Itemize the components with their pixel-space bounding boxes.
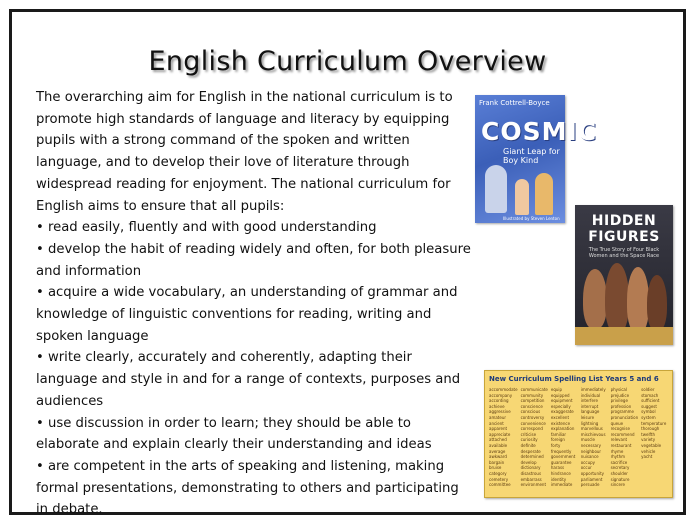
spelling-word: forty	[550, 442, 561, 448]
spelling-word: thorough	[641, 426, 660, 432]
portrait-illustration	[647, 275, 667, 331]
spelling-word: variety	[641, 437, 656, 443]
spelling-word: excellent	[550, 414, 570, 420]
spelling-word: queue	[610, 420, 624, 426]
spelling-word: community	[520, 392, 544, 398]
spelling-word: criticise	[520, 431, 537, 437]
cover-band	[575, 327, 673, 345]
spelling-word: secretary	[610, 465, 630, 471]
spelling-word: competition	[520, 398, 545, 404]
spelling-word: physical	[610, 387, 627, 392]
page-title: English Curriculum Overview	[148, 46, 547, 77]
spelling-word: government	[550, 454, 576, 460]
spelling-word: equip	[550, 387, 563, 392]
spelling-word: disastrous	[520, 470, 542, 476]
spelling-word: explanation	[550, 426, 575, 432]
spelling-word: twelfth	[641, 431, 655, 437]
spelling-word: dictionary	[520, 465, 541, 471]
spelling-word: apparent	[489, 426, 508, 432]
book-title: COSMIC	[481, 117, 598, 146]
spelling-word: guarantee	[550, 459, 572, 465]
spelling-word: vegetable	[641, 442, 662, 448]
spelling-word: awkward	[489, 454, 507, 460]
spelling-word: foreign	[550, 437, 565, 443]
spelling-word: accommodate	[489, 387, 518, 392]
spelling-word: temperature	[641, 420, 667, 426]
spelling-word: bruise	[489, 465, 502, 471]
cosmic-book-cover	[475, 95, 598, 223]
spelling-word: sincere	[610, 482, 625, 488]
spelling-word: bargain	[489, 459, 505, 465]
spelling-word: appreciate	[489, 431, 511, 437]
spelling-word: category	[489, 470, 507, 476]
spelling-word: persuade	[580, 482, 600, 488]
book-title-line1: HIDDEN	[591, 213, 657, 229]
book-tagline: The True Story of Four Black Women and the Space Race	[588, 247, 660, 259]
spelling-word: relevant	[610, 437, 628, 443]
spelling-word: programme	[610, 409, 634, 415]
spelling-word: hindrance	[550, 470, 571, 476]
bullet-item: • are competent in the arts of speaking and listening, making formal presentations, demonstrating to others and participating in debate.	[36, 458, 459, 518]
spelling-word: rhythm	[610, 454, 626, 460]
spelling-word: immediate	[550, 482, 573, 488]
spelling-word: recognise	[610, 426, 630, 432]
spelling-word: existence	[550, 420, 571, 426]
spelling-word: individual	[580, 392, 601, 398]
spelling-word: sacrifice	[610, 459, 628, 465]
spelling-word: cemetery	[489, 476, 509, 482]
spelling-word: occur	[580, 465, 592, 471]
spelling-word: lightning	[580, 420, 599, 426]
character-illustration	[535, 173, 553, 215]
spelling-word: recommend	[610, 431, 635, 437]
spelling-word: attached	[489, 437, 507, 443]
spelling-word: determined	[520, 454, 544, 460]
spelling-word: shoulder	[610, 470, 628, 476]
spelling-word: vehicle	[641, 448, 656, 454]
spelling-list-heading: New Curriculum Spelling List Years 5 and 6	[489, 375, 659, 383]
book-title-line2: FIGURES	[588, 229, 660, 245]
spelling-word: profession	[610, 403, 632, 409]
intro-paragraph: The overarching aim for English in the national curriculum is to promote high standards of language and literacy by equipping pupils with a strong command of the spoken and written language, and to develop their love of literature through widespread reading for enjoyment. The national curriculum for English aims to ensure that all pupils:	[36, 90, 453, 214]
portrait-illustration	[583, 269, 607, 329]
spelling-word: marvellous	[580, 426, 603, 432]
spelling-column	[641, 387, 668, 493]
spelling-word: amateur	[489, 414, 507, 420]
spelling-word: rhyme	[610, 448, 624, 454]
spelling-word: achieve	[489, 403, 505, 409]
spelling-word: frequently	[550, 448, 572, 454]
character-illustration	[515, 179, 529, 215]
spelling-word: language	[580, 409, 600, 415]
bullet-item: • read easily, fluently and with good understanding	[36, 220, 377, 236]
spelling-word: exaggerate	[550, 409, 574, 415]
book-subtitle: Giant Leap for Boy Kind	[503, 147, 560, 165]
spelling-word: mischievous	[580, 431, 606, 437]
spelling-word: muscle	[580, 437, 596, 443]
bullet-item: • use discussion in order to learn; they should be able to elaborate and explain clearly their understanding and ideas	[36, 415, 432, 453]
rocket-illustration	[485, 165, 507, 213]
spelling-word: privilege	[610, 398, 628, 404]
spelling-word: necessary	[580, 442, 602, 448]
spelling-word: immediately	[580, 387, 606, 392]
spelling-word: stomach	[641, 392, 659, 398]
spelling-word: opportunity	[580, 470, 605, 476]
spelling-word: pronunciation	[610, 414, 639, 420]
book-author: Frank Cottrell-Boyce	[479, 99, 550, 107]
spelling-word: convenience	[520, 420, 546, 426]
spelling-word: symbol	[641, 409, 656, 415]
spelling-word: correspond	[520, 426, 543, 432]
spelling-word: occupy	[580, 459, 596, 465]
spelling-word: signature	[610, 476, 630, 482]
bullet-item: • write clearly, accurately and coherently, adapting their language and style in and for a range of contexts, purposes and audiences	[36, 350, 461, 409]
spelling-word: neighbour	[580, 448, 602, 454]
spelling-word: according	[489, 398, 509, 404]
spelling-word: nuisance	[580, 454, 599, 460]
portrait-illustration	[605, 263, 629, 333]
spelling-word: environment	[520, 482, 547, 488]
spelling-column	[551, 387, 578, 493]
spelling-word: prejudice	[610, 392, 630, 398]
spelling-word: system	[641, 414, 656, 420]
spelling-word: identity	[550, 476, 567, 482]
spelling-word: controversy	[520, 414, 545, 420]
spelling-word-grid	[489, 387, 668, 493]
bullet-item: • acquire a wide vocabulary, an understanding of grammar and knowledge of linguistic conventions for reading, writing and spoken language	[36, 285, 458, 344]
spelling-word: soldier	[641, 387, 655, 392]
spelling-word: ancient	[489, 420, 504, 426]
spelling-word: committee	[489, 482, 511, 488]
spelling-word: equipped	[550, 392, 570, 398]
spelling-word: sufficient	[641, 398, 660, 404]
spelling-word: restaurant	[610, 442, 632, 448]
spelling-column	[581, 387, 608, 493]
spelling-word: communicate	[520, 387, 548, 392]
spelling-column	[521, 387, 548, 493]
spelling-word: accompany	[489, 392, 513, 398]
spelling-word: leisure	[580, 414, 595, 420]
spelling-word: curiosity	[520, 437, 538, 443]
spelling-word: interfere	[580, 398, 598, 404]
bullet-item: • develop the habit of reading widely and often, for both pleasure and information	[36, 241, 471, 279]
spelling-word: suggest	[641, 403, 657, 409]
spelling-word: definite	[520, 442, 536, 448]
book-illustrator: Illustrated by Steven Lenton	[503, 216, 560, 221]
hidden-figures-book-cover	[575, 205, 673, 345]
spelling-word: equipment	[550, 398, 573, 404]
spelling-word: conscience	[520, 403, 543, 409]
spelling-word: develop	[520, 459, 537, 465]
spelling-word: embarrass	[520, 476, 542, 482]
spelling-word: aggressive	[489, 409, 511, 415]
spelling-word: parliament	[580, 476, 603, 482]
spelling-word: yacht	[641, 454, 653, 460]
spelling-word: interrupt	[580, 403, 599, 409]
spelling-column	[489, 387, 518, 493]
spelling-word: harass	[550, 465, 565, 471]
spelling-word: desperate	[520, 448, 541, 454]
spelling-word: conscious	[520, 409, 541, 415]
portrait-illustration	[627, 267, 649, 333]
spelling-list-poster	[484, 370, 673, 498]
spelling-word: especially	[550, 403, 571, 409]
curriculum-text	[36, 87, 472, 521]
spelling-word: familiar	[550, 431, 567, 437]
spelling-column	[611, 387, 639, 493]
spelling-word: available	[489, 442, 508, 448]
spelling-word: average	[489, 448, 506, 454]
